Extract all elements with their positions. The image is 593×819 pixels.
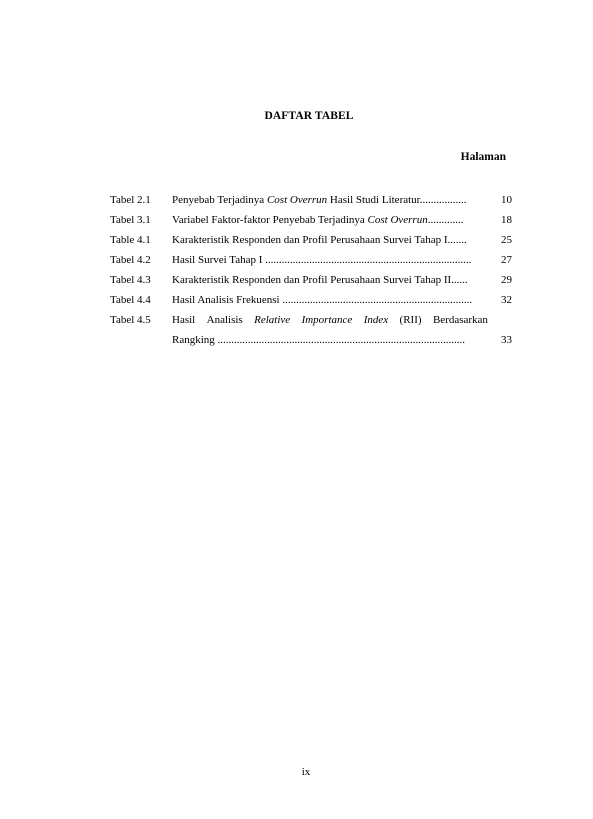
entry-title	[172, 213, 488, 227]
entry-page-number: 10	[501, 194, 512, 206]
entry-page-number: 27	[501, 254, 512, 266]
entry-title-text: Rangking	[172, 334, 215, 346]
leader-dots: .....................................................................	[282, 294, 473, 306]
toc-entry[interactable]	[110, 213, 512, 233]
page-title: DAFTAR TABEL	[264, 110, 354, 122]
entry-label: Tabel 4.2	[110, 254, 151, 266]
entry-title-text: Hasil Analisis Frekuensi	[172, 294, 280, 306]
entry-page-number: 18	[501, 214, 512, 226]
entry-title-line1	[172, 313, 488, 327]
entry-title-text: Karakteristik Responden dan Profil Perusahaan Survei Tahap II	[172, 274, 452, 286]
entry-title-word: (RII)	[399, 314, 422, 326]
leader-dots: .................	[419, 194, 467, 206]
entry-title-word: Hasil	[172, 314, 196, 326]
entry-page-number: 25	[501, 234, 512, 246]
entry-title-text: Hasil Studi Literatur	[327, 194, 420, 206]
entry-label: Table 4.1	[110, 234, 151, 246]
entry-label: Tabel 2.1	[110, 194, 151, 206]
leader-dots: ......	[451, 274, 468, 286]
entry-title-line2	[172, 333, 488, 347]
entry-page-number: 29	[501, 274, 512, 286]
entry-title	[172, 313, 488, 327]
entry-label: Tabel 4.4	[110, 294, 151, 306]
table-of-tables	[110, 193, 512, 351]
entry-title-text: Variabel Faktor-faktor Penyebab Terjadinya	[172, 214, 368, 226]
entry-page-number: 32	[501, 294, 512, 306]
entry-title	[172, 193, 488, 207]
toc-entry[interactable]	[110, 193, 512, 213]
toc-entry[interactable]	[110, 293, 512, 313]
leader-dots: .............	[427, 214, 464, 226]
entry-title-italic: Index	[363, 314, 389, 326]
entry-page-number: 33	[501, 334, 512, 346]
leader-dots: .......	[447, 234, 467, 246]
entry-label: Tabel 4.3	[110, 274, 151, 286]
page-column-header: Halaman	[460, 151, 506, 163]
entry-title-word: Berdasarkan	[432, 314, 488, 326]
entry-title	[172, 233, 488, 247]
entry-title-italic: Cost Overrun	[266, 194, 328, 206]
entry-title-italic: Importance	[301, 314, 353, 326]
leader-dots: ..........................................................................................	[217, 334, 466, 346]
entry-title-italic: Cost Overrun	[367, 214, 428, 226]
toc-entry[interactable]	[110, 313, 512, 351]
entry-title-text: Penyebab Terjadinya	[172, 194, 267, 206]
entry-title-text: Karakteristik Responden dan Profil Perusahaan Survei Tahap I	[172, 234, 448, 246]
entry-title-word: Analisis	[206, 314, 243, 326]
page-number-footer: ix	[301, 766, 311, 778]
entry-title	[172, 253, 488, 267]
toc-entry[interactable]	[110, 233, 512, 253]
entry-title	[172, 273, 488, 287]
toc-entry[interactable]	[110, 273, 512, 293]
toc-entry[interactable]	[110, 253, 512, 273]
entry-title-italic: Relative	[254, 314, 291, 326]
entry-label: Tabel 4.5	[110, 314, 151, 326]
entry-label: Tabel 3.1	[110, 214, 151, 226]
leader-dots: ...........................................................................	[265, 254, 472, 266]
entry-title	[172, 293, 488, 307]
entry-title-text: Hasil Survei Tahap I	[172, 254, 263, 266]
